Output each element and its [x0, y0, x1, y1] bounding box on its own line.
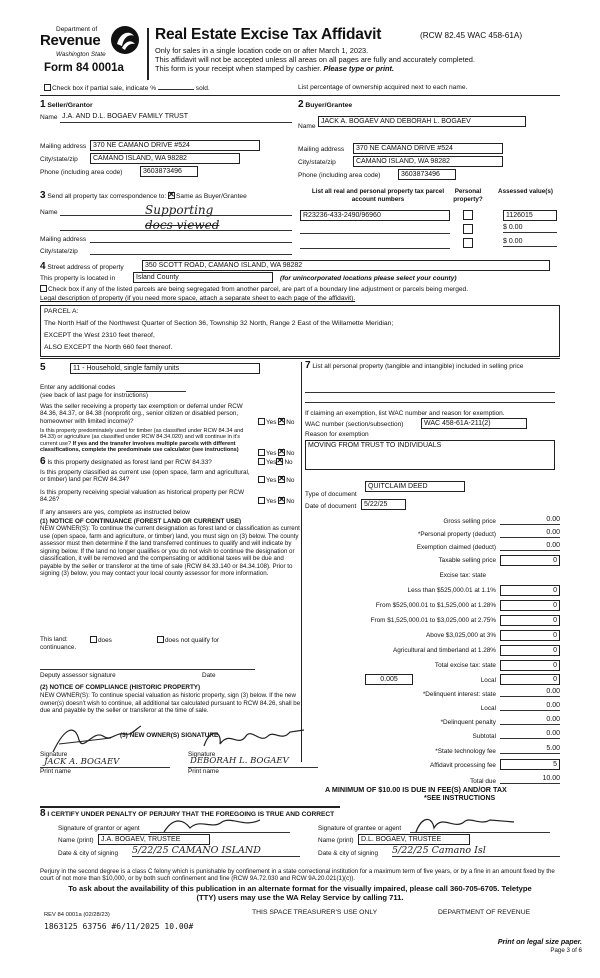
- timber-answer[interactable]: Yes ✕ No: [258, 449, 294, 458]
- form-number: Form 84 0001a: [44, 62, 124, 74]
- grantee-name-label: Name (print): [318, 837, 354, 844]
- partial-sale[interactable]: Check box if partial sale, indicate % sold.: [44, 84, 210, 93]
- exemption-answer[interactable]: Yes ✕ No: [258, 418, 294, 427]
- doc-type-select[interactable]: QUITCLAIM DEED: [365, 481, 465, 492]
- signature-label-1: Signature: [40, 751, 68, 758]
- buyer-phone-label: Phone (including area code): [298, 172, 381, 179]
- buyer-city-field[interactable]: CAMANO ISLAND, WA 98282: [353, 156, 503, 167]
- segregated-checkbox[interactable]: [40, 285, 47, 292]
- parcel-number-3[interactable]: [300, 248, 450, 249]
- exemption-no-checkbox[interactable]: [278, 418, 285, 425]
- section-3: [40, 190, 295, 260]
- deputy-signature-line[interactable]: [40, 669, 255, 670]
- notice-1: Only for sales in a single location code on or after March 1, 2023.: [155, 46, 369, 55]
- personal-property-label: List all personal property (tangible and intangible) included in selling price: [312, 363, 524, 370]
- seller-section: [40, 99, 295, 179]
- total-due-label: Total due: [470, 778, 496, 785]
- taxable-label: Taxable selling price: [438, 557, 496, 564]
- section-2-number: 2: [298, 99, 304, 110]
- total-due-value[interactable]: 10.00: [500, 775, 560, 784]
- section-6-number: 6: [40, 456, 46, 467]
- correspondence-label: Send all property tax correspondence to:: [47, 193, 167, 200]
- tier3-label: From $1,525,000.01 to $3,025,000 at 2.75%: [370, 617, 496, 624]
- taxable-value[interactable]: 0: [500, 555, 560, 566]
- gross-value[interactable]: 0.00: [500, 516, 560, 525]
- handwritten-note-2: docs viewed: [145, 218, 220, 232]
- notice-continuance-text: NEW OWNER(S): To continue the current designation as forest land or classification as current use (open space, farm and agriculture, or timber) land, you must sign on (3) below. The county assessor must then determine if the land transferred continues to qualify and will indicate by signing below. If the land no longer qualifies or you do not wish to continue the designation or classification, it will be removed and the compensating or additional taxes will be due and payable by the seller or transferor at the time of sale (RCW 84.33.140 or 84.34.108). Prior to signing (3) below, you may contact your local county assessor for more information.: [40, 525, 300, 578]
- buyer-city-label: City/state/zip: [298, 159, 336, 166]
- assessed-value-3[interactable]: $ 0.00: [503, 238, 557, 247]
- local-label: Local: [480, 677, 496, 684]
- street-label: Street address of property: [47, 264, 124, 271]
- section-8-number: 8: [40, 808, 46, 819]
- dor-logo-icon: [108, 24, 142, 56]
- personal-checkbox-2[interactable]: [463, 224, 473, 234]
- tech-fee-value[interactable]: 5.00: [500, 745, 560, 754]
- current-use-yes-checkbox[interactable]: [258, 476, 265, 483]
- corr-name-line-2: [60, 230, 292, 231]
- print-name-label-2: Print name: [188, 768, 219, 775]
- penalty-value[interactable]: 0.00: [500, 716, 560, 725]
- timber-yes-checkbox[interactable]: [258, 449, 265, 456]
- section-5: [40, 362, 302, 462]
- corr-mail-line[interactable]: [90, 242, 292, 243]
- grantor-name-field[interactable]: J.A. BOGAEV, TRUSTEE: [98, 834, 210, 845]
- buyer-name-label: Name: [298, 123, 316, 130]
- deputy-date-label: Date: [202, 672, 216, 679]
- buyer-heading: Buyer/Grantee: [305, 102, 353, 109]
- subtotal-label: Subtotal: [472, 733, 496, 740]
- personal-property-line-1[interactable]: [305, 392, 555, 393]
- historic-no-checkbox[interactable]: [278, 497, 285, 504]
- grantor-date-label: Date & city of signing: [58, 850, 119, 857]
- this-land-label: This land:: [40, 636, 68, 643]
- does-not-checkbox[interactable]: [157, 636, 164, 643]
- excise-label: Excise tax: state: [439, 572, 486, 579]
- grantee-name-field[interactable]: D.L. BOGAEV, TRUSTEE: [358, 834, 470, 845]
- print-name-2[interactable]: DEBORAH L. BOGAEV: [190, 756, 289, 766]
- corr-name-label: Name: [40, 209, 58, 216]
- see-instructions: *SEE INSTRUCTIONS: [424, 795, 496, 802]
- legal-description-box[interactable]: [40, 305, 560, 357]
- corr-city-label: City/state/zip: [40, 248, 78, 255]
- dor-label: DEPARTMENT OF REVENUE: [438, 909, 531, 916]
- street-address-field[interactable]: 350 SCOTT ROAD, CAMANO ISLAND, WA 98282: [142, 260, 550, 271]
- assessed-header: Assessed value(s): [498, 188, 553, 195]
- section-7-number: 7: [305, 360, 311, 371]
- tech-fee-label: *State technology fee: [435, 748, 496, 755]
- section-5-number: 5: [40, 362, 46, 373]
- interest-state-value[interactable]: 0.00: [500, 688, 560, 697]
- legal-label: Legal description of property (if you need more space, attach a separate sheet to each page of the affidavit).: [40, 295, 356, 302]
- section-4: [40, 259, 560, 361]
- grantor-name-label: Name (print): [58, 837, 94, 844]
- timber-question: Is this property predominately used for timber (as classified under RCW 84.34 and 84.33) or agriculture (as classified under RCW 84.34.020) and will continue in it's current use? If yes and the transfer involves multiple parcels with different classifications, complete the predominate use calculator (see instructions): [40, 428, 244, 454]
- seller-mail-label: Mailing address: [40, 143, 87, 150]
- tier4-label: Above $3,025,000 at 3%: [426, 632, 496, 639]
- grantee-date-field[interactable]: 5/22/25 Camano Isl: [392, 845, 560, 857]
- grantee-date-label: Date & city of signing: [318, 850, 379, 857]
- buyer-phone-field[interactable]: 3603873496: [398, 169, 456, 180]
- same-as-buyer-checkbox[interactable]: [168, 192, 175, 199]
- tier4-value[interactable]: 0: [500, 630, 560, 641]
- certify-statement: I CERTIFY UNDER PENALTY OF PERJURY THAT THE FOREGOING IS TRUE AND CORRECT: [47, 811, 335, 818]
- buyer-section: [298, 99, 560, 179]
- legal-line-2: The North Half of the Northwest Quarter of Section 36, Township 32 North, Range 2 East of the Willamette Meridian;: [44, 320, 394, 327]
- total-state-value[interactable]: 0: [500, 660, 560, 671]
- buyer-name-field[interactable]: JACK A. BOGAEV AND DEBORAH L. BOGAEV: [318, 116, 526, 127]
- historic-answer[interactable]: Yes ✕ No: [258, 497, 294, 506]
- divider-2: [40, 358, 560, 359]
- answers-note: If any answers are yes, complete as instructed below: [40, 509, 190, 516]
- legal-paper-note: Print on legal size paper.: [497, 937, 582, 946]
- ag-label: Agricultural and timberland at 1.28%: [392, 647, 496, 654]
- buyer-mail-field[interactable]: 370 NE CAMANO DRIVE #524: [353, 143, 503, 154]
- grantor-date-field[interactable]: 5/22/25 CAMANO ISLAND: [132, 845, 300, 857]
- corr-city-line[interactable]: [90, 254, 292, 255]
- forest-answer[interactable]: Yes✕ No: [258, 458, 293, 467]
- legal-line-3: EXCEPT the West 2310 feet thereof,: [44, 332, 155, 339]
- ownership-note: List percentage of ownership acquired next to each name.: [298, 84, 468, 91]
- wac-number-field[interactable]: WAC 458-61A-211(2): [421, 418, 527, 429]
- form-title: Real Estate Excise Tax Affidavit: [155, 26, 382, 43]
- tier2-label: From $525,000.01 to $1,525,000 at 1.28%: [375, 602, 496, 609]
- doc-date-field[interactable]: 5/22/25: [361, 499, 406, 510]
- section-8: [40, 808, 560, 863]
- tier1-value[interactable]: 0: [500, 585, 560, 596]
- segregated-row[interactable]: Check box if any of the listed parcels are being segregated from another parcel, are part of a boundary line adjustment or parcels being merged.: [40, 285, 468, 294]
- notice-2: This affidavit will not be accepted unless all areas on all pages are fully and accurately completed.: [155, 55, 475, 64]
- notice-3: This form is your receipt when stamped by cashier. Please type or print.: [155, 64, 395, 73]
- cashier-stamp: 1863125 63756 #6/11/2025 10.00#: [44, 922, 194, 931]
- section-1-number: 1: [40, 99, 46, 110]
- seller-heading: Seller/Grantor: [47, 102, 93, 109]
- personal-checkbox-3[interactable]: [463, 238, 473, 248]
- proc-fee-value[interactable]: 5: [500, 759, 560, 770]
- reason-label: Reason for exemption: [305, 431, 369, 438]
- forest-question: Is this property designated as forest land per RCW 84.33?: [47, 459, 212, 466]
- gross-label: Gross selling price: [443, 518, 496, 525]
- grantor-signature[interactable]: [160, 814, 270, 836]
- current-use-question: Is this property classified as current use (open space, farm and agricultural, or timber) land per RCW 84.34?: [40, 469, 250, 484]
- reason-field[interactable]: MOVING FROM TRUST TO INDIVIDUALS: [305, 440, 555, 470]
- revision-label: REV 84 0001a (02/28/23): [44, 912, 110, 918]
- local-rate-field[interactable]: 0.005: [365, 674, 413, 685]
- new-owner-signatures: [40, 738, 340, 778]
- personal-header: Personal property?: [453, 188, 483, 203]
- tier1-label: Less than $525,000.01 at 1.1%: [407, 587, 496, 594]
- print-name-1[interactable]: JACK A. BOGAEV: [44, 757, 120, 767]
- wac-label: WAC number (section/subsection): [305, 421, 404, 428]
- proc-fee-label: Affidavit processing fee: [430, 762, 496, 769]
- exemption-label: Exemption claimed (deduct): [416, 544, 496, 551]
- current-use-no-checkbox[interactable]: [278, 476, 285, 483]
- column-divider: [301, 362, 302, 762]
- new-owner-sig-label: (3) NEW OWNER(S) SIGNATURE: [120, 732, 219, 739]
- tier3-value[interactable]: 0: [500, 615, 560, 626]
- county-note: (for unincorporated locations please select your county): [280, 275, 457, 282]
- continuance-label: continuance.: [40, 644, 77, 651]
- interest-local-label: Local: [480, 705, 496, 712]
- header-divider: [147, 28, 149, 80]
- interest-local-value[interactable]: 0.00: [500, 702, 560, 711]
- seller-mail-field[interactable]: 370 NE CAMANO DRIVE #524: [90, 140, 260, 151]
- buyer-mail-label: Mailing address: [298, 146, 345, 153]
- page-number: Page 3 of 6: [550, 947, 582, 954]
- deputy-sig-label: Deputy assessor signature: [40, 672, 116, 679]
- header: [0, 0, 600, 90]
- form-rcw: (RCW 82.45 WAC 458-61A): [420, 31, 523, 40]
- exemption-yes-checkbox[interactable]: [258, 418, 265, 425]
- assessed-value-1[interactable]: 1126015: [503, 210, 557, 221]
- personal-checkbox-1[interactable]: [463, 210, 473, 220]
- notice-compliance-title: (2) NOTICE OF COMPLIANCE (HISTORIC PROPERTY): [40, 684, 201, 691]
- seller-name-label: Name: [40, 114, 58, 121]
- tier2-value[interactable]: 0: [500, 600, 560, 611]
- doc-type-label: Type of document: [305, 491, 357, 498]
- dept-line1: Department of: [56, 26, 98, 33]
- parcel-number-2[interactable]: [300, 233, 450, 234]
- does-not-option[interactable]: does not qualify for: [157, 636, 219, 645]
- grantor-sig-label: Signature of grantor or agent: [58, 825, 140, 832]
- forest-yes-checkbox[interactable]: [258, 458, 265, 465]
- seller-city-field[interactable]: CAMANO ISLAND, WA 98282: [90, 153, 240, 164]
- seller-phone-label: Phone (including area code): [40, 169, 123, 176]
- grantee-sig-label: Signature of grantee or agent: [318, 825, 402, 832]
- additional-codes-label: Enter any additional codes: [40, 384, 116, 391]
- notice-compliance-text: NEW OWNER(S): To continue special valuation as historic property, sign (3) below. If the new owner(s) doesn't wish to continue, all additional tax calculated pursuant to RCW 84.26, shall be due and payable by the seller or transferor at the time of sale.: [40, 692, 301, 715]
- forest-no-checkbox[interactable]: [276, 458, 283, 465]
- does-option[interactable]: does: [90, 636, 112, 645]
- exemption-value[interactable]: 0.00: [500, 542, 560, 551]
- corr-mail-label: Mailing address: [40, 236, 87, 243]
- subtotal-value[interactable]: 0.00: [500, 730, 560, 739]
- legal-line-4: ALSO EXCEPT the North 660 feet thereof.: [44, 344, 173, 351]
- section-3-number: 3: [40, 190, 46, 201]
- exemption-question: Was the seller receiving a property tax exemption or deferral under RCW 84.36, 84.37, or 84.38 (nonprofit org., senior citizen or disabled person, homeowner with limited income)?: [40, 403, 243, 425]
- does-checkbox[interactable]: [90, 636, 97, 643]
- handwritten-note-1: Supporting: [145, 203, 214, 217]
- local-value[interactable]: 0: [500, 674, 560, 685]
- section-4-number: 4: [40, 261, 46, 272]
- seller-name-field[interactable]: J.A. AND D.L. BOGAEV FAMILY TRUST: [60, 112, 292, 123]
- current-use-answer[interactable]: Yes ✕ No: [258, 476, 294, 485]
- ag-value[interactable]: 0: [500, 645, 560, 656]
- tax-calculation: [305, 510, 560, 805]
- personal-label: *Personal property (deduct): [417, 531, 496, 538]
- notice-continuance-title: (1) NOTICE OF CONTINUANCE (FOREST LAND OR CURRENT USE): [40, 518, 242, 525]
- land-use-code-select[interactable]: 11 - Household, single family units: [70, 363, 260, 374]
- assessed-value-2[interactable]: $ 0.00: [503, 224, 557, 233]
- section-7: [305, 362, 560, 532]
- treasurer-label: THIS SPACE TREASURER'S USE ONLY: [252, 909, 378, 916]
- new-owner-signature-2[interactable]: [200, 724, 310, 754]
- personal-property-line-2[interactable]: [305, 402, 555, 403]
- parcel-list-header: List all real and personal property tax parcel account numbers: [311, 188, 445, 203]
- dept-line3: Washington State: [56, 51, 106, 58]
- legal-line-1: PARCEL A:: [44, 308, 79, 315]
- minimum-note: A MINIMUM OF $10.00 IS DUE IN FEE(S) AND/OR TAX: [325, 785, 507, 794]
- county-select[interactable]: Island County: [133, 272, 273, 283]
- exemption-claim-label: If claiming an exemption, list WAC number and reason for exemption.: [305, 410, 505, 417]
- personal-value[interactable]: 0.00: [500, 529, 560, 538]
- interest-state-label: *Delinquent interest: state: [422, 691, 496, 698]
- grantee-signature[interactable]: [410, 812, 520, 836]
- dept-line2: Revenue: [40, 32, 101, 49]
- same-as-buyer-label: Same as Buyer/Grantee: [176, 193, 247, 200]
- additional-codes-note: (see back of last page for instructions): [40, 392, 148, 399]
- total-state-label: Total excise tax: state: [434, 662, 496, 669]
- penalty-label: *Delinquent penalty: [440, 719, 496, 726]
- availability-notice: To ask about the availability of this publication in an alternate format for the visually impaired, please call 360-705-6705. Teletype (TTY) users may use the WA Relay Service by calling 711.: [68, 884, 532, 902]
- parcel-number-1[interactable]: R23236-433-2490/96960: [300, 210, 450, 221]
- historic-question: Is this property receiving special valuation as historical property per RCW 84.26?: [40, 489, 245, 504]
- print-name-label-1: Print name: [40, 768, 71, 775]
- located-label: This property is located in: [40, 275, 116, 282]
- parcel-table: [298, 188, 560, 263]
- signature-label-2: Signature: [188, 751, 216, 758]
- timber-no-checkbox[interactable]: [278, 449, 285, 456]
- seller-phone-field[interactable]: 3603873496: [140, 166, 198, 177]
- partial-sale-checkbox[interactable]: [44, 84, 51, 91]
- seller-city-label: City/state/zip: [40, 156, 78, 163]
- doc-date-label: Date of document: [305, 503, 357, 510]
- divider: [40, 95, 560, 96]
- perjury-notice: Perjury in the second degree is a class C felony which is punishable by confinement in a state correctional institution for a maximum term of five years, or by a fine in an amount fixed by the court of not more than $10,000, or by both such confinement and fine (RCW 9A.72.030 and RCW 9A.20.021(1)(c)).: [40, 868, 555, 882]
- historic-yes-checkbox[interactable]: [258, 497, 265, 504]
